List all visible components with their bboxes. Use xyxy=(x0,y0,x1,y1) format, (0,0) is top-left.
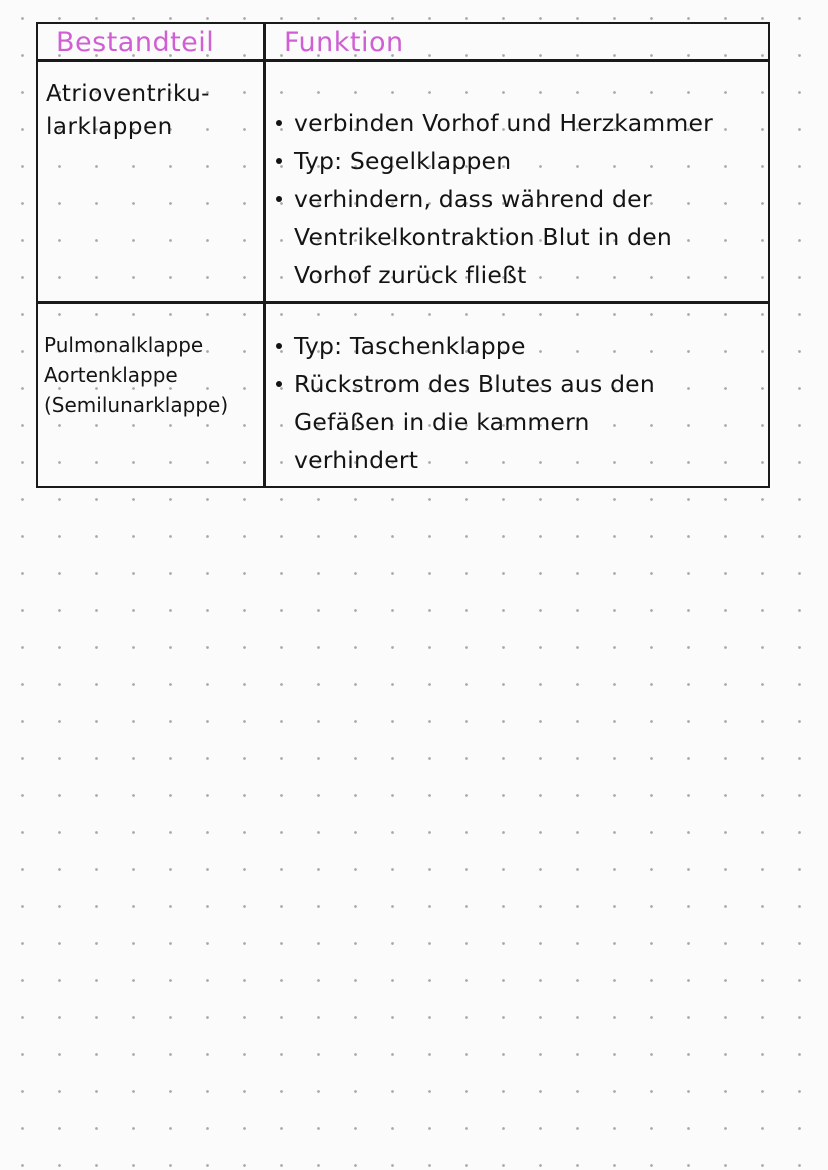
bullet-icon xyxy=(276,381,282,387)
header-divider xyxy=(36,59,770,62)
row1-function-3: verhindern, dass während der Ventrikelkontraktion Blut in den Vorhof zurück fließt xyxy=(294,185,672,289)
row2-function-1: Typ: Taschenklappe xyxy=(294,332,526,360)
bullet-icon xyxy=(276,120,282,126)
row2-component: Pulmonalklappe Aortenklappe (Semilunarklappe) xyxy=(44,333,229,417)
column-divider xyxy=(263,22,266,488)
list-item xyxy=(276,365,766,479)
list-item xyxy=(276,104,766,142)
row1-function-2: Typ: Segelklappen xyxy=(294,147,512,175)
header-bestandteil: Bestandteil xyxy=(56,27,215,58)
list-item xyxy=(276,142,766,180)
bullet-icon xyxy=(276,158,282,164)
header-funktion: Funktion xyxy=(284,27,404,58)
row2-function-list xyxy=(276,327,766,479)
bullet-icon xyxy=(276,196,282,202)
list-item xyxy=(276,327,766,365)
valve-table xyxy=(36,22,770,488)
bullet-icon xyxy=(276,343,282,349)
row-divider xyxy=(36,301,770,304)
list-item xyxy=(276,180,766,294)
row1-component: Atrioventriku- larklappen xyxy=(46,81,210,141)
row2-function-2: Rückstrom des Blutes aus den Gefäßen in die kammern verhindert xyxy=(294,370,655,474)
row1-function-list xyxy=(276,104,766,294)
row1-function-1: verbinden Vorhof und Herzkammer xyxy=(294,109,713,137)
